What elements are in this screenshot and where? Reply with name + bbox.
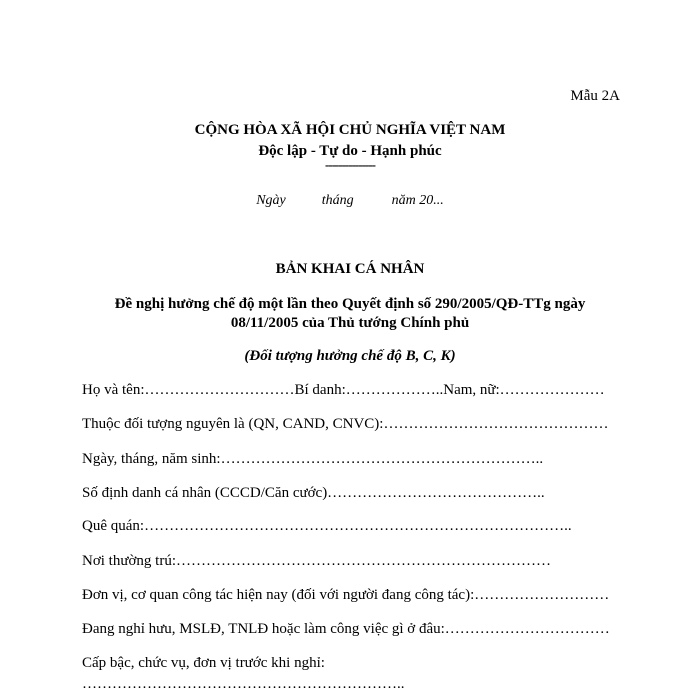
field-id-number: Số định danh cá nhân (CCCD/Căn cước)…………………………………….. [82,485,545,501]
date-day: Ngày [256,193,286,208]
subject-line: (Đối tượng hưởng chế độ B, C, K) [244,348,456,364]
date-month: tháng [321,193,354,208]
field-rank: Cấp bậc, chức vụ, đơn vị trước khi nghỉ: [82,655,325,671]
subtitle-line-2: 08/11/2005 của Thủ tướng Chính phủ [230,315,470,331]
field-rank-line: ……………………………………………………….. [82,676,405,692]
nation-header: CỘNG HÒA XÃ HỘI CHỦ NGHĨA VIỆT NAM [194,122,506,138]
date-line [0,193,700,209]
date-year: năm 20... [391,193,444,208]
document-title: BẢN KHAI CÁ NHÂN [275,261,425,277]
header-separator: --------------- [325,157,375,172]
field-workplace: Đơn vị, cơ quan công tác hiện nay (đối với người đang công tác):……………………… [82,587,610,603]
field-dob: Ngày, tháng, năm sinh:……………………………………………………….. [82,451,544,467]
form-code: Mẫu 2A [570,88,620,104]
field-category: Thuộc đối tượng nguyên là (QN, CAND, CNVC):……………………………………… [82,416,609,432]
field-retirement: Đang nghỉ hưu, MSLĐ, TNLĐ hoặc làm công việc gì ở đâu:…………………………… [82,621,610,637]
field-hometown: Quê quán:………………………………………………………………………….. [82,518,572,534]
motto: Độc lập - Tự do - Hạnh phúc [258,143,442,159]
field-name: Họ và tên:…………………………Bí danh:………………..Nam, nữ:………………… [82,382,605,398]
field-residence: Nơi thường trú:………………………………………………………………… [82,553,551,569]
subtitle-line-1: Đề nghị hưởng chế độ một lần theo Quyết định số 290/2005/QĐ-TTg ngày [114,296,586,312]
